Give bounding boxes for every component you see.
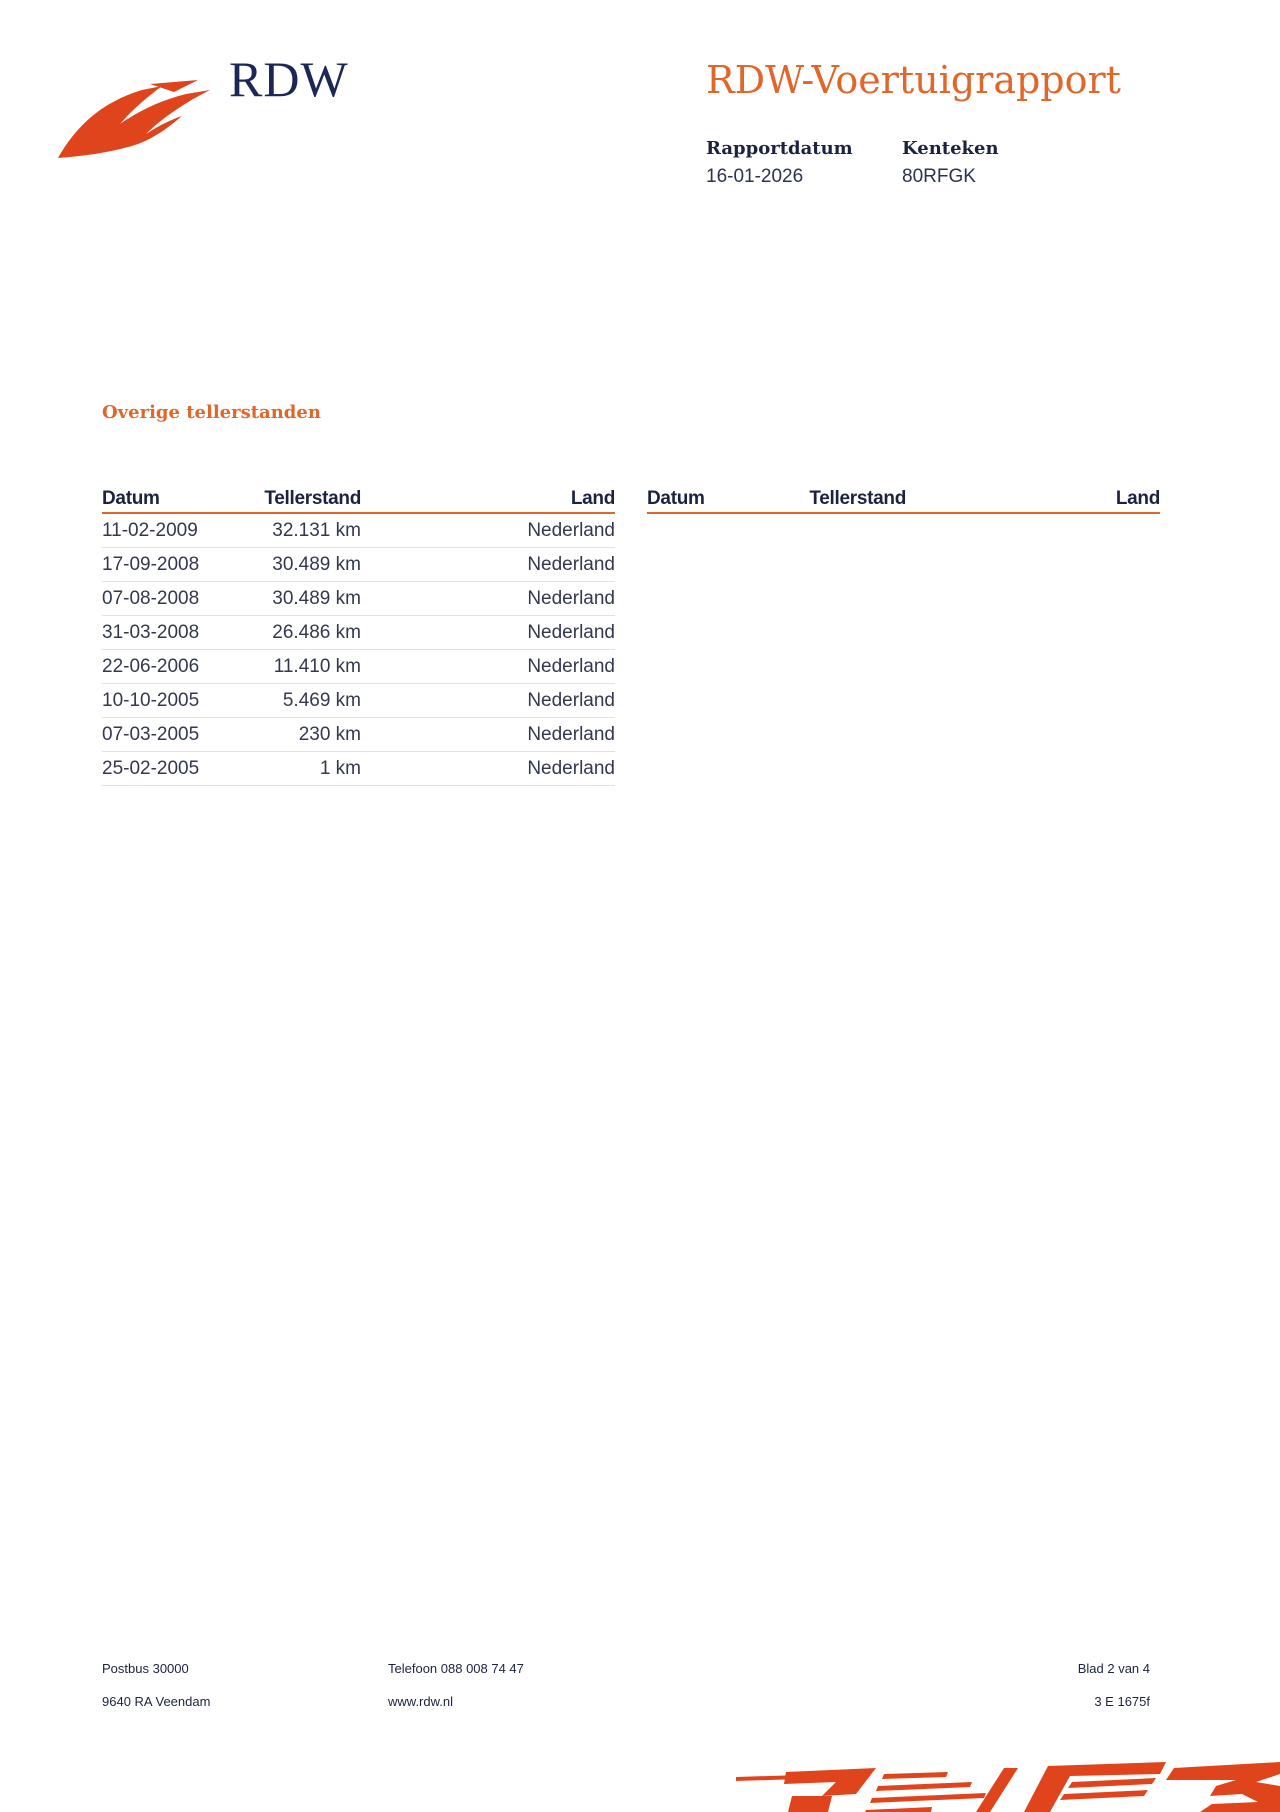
cell-land: Nederland: [361, 684, 615, 718]
cell-datum: 17-09-2008: [102, 548, 237, 582]
table-header-row: [647, 488, 1160, 513]
footer-address: 9640 RA Veendam: [102, 1694, 211, 1709]
cell-datum: 11-02-2009: [102, 513, 237, 548]
cell-tellerstand: 26.486 km: [237, 616, 361, 650]
tellerstanden-table-right: [647, 488, 1160, 514]
kenteken-block: [902, 138, 999, 188]
table-row: [102, 548, 615, 582]
report-title: RDW-Voertuigrapport: [706, 58, 1121, 102]
kenteken-label: Kenteken: [902, 138, 999, 159]
cell-land: Nederland: [361, 616, 615, 650]
rapportdatum-block: [706, 138, 853, 188]
rapportdatum-value: 16-01-2026: [706, 166, 804, 187]
cell-datum: 25-02-2005: [102, 752, 237, 786]
cell-datum: 07-08-2008: [102, 582, 237, 616]
cell-tellerstand: 11.410 km: [237, 650, 361, 684]
cell-land: Nederland: [361, 752, 615, 786]
header-land: Land: [361, 488, 615, 513]
header-tellerstand: Tellerstand: [237, 488, 361, 513]
table-row: [102, 582, 615, 616]
cell-tellerstand: 30.489 km: [237, 582, 361, 616]
section-title: Overige tellerstanden: [102, 402, 321, 423]
footer-page-number: Blad 2 van 4: [1077, 1661, 1150, 1676]
table-row: [102, 650, 615, 684]
cell-tellerstand: 32.131 km: [237, 513, 361, 548]
header-land: Land: [906, 488, 1160, 513]
kenteken-value: 80RFGK: [902, 166, 976, 187]
cell-datum: 10-10-2005: [102, 684, 237, 718]
cell-tellerstand: 1 km: [237, 752, 361, 786]
cell-land: Nederland: [361, 718, 615, 752]
cell-datum: 31-03-2008: [102, 616, 237, 650]
header-tellerstand: Tellerstand: [782, 488, 906, 513]
cell-tellerstand: 230 km: [237, 718, 361, 752]
table-row: [102, 513, 615, 548]
cell-datum: 22-06-2006: [102, 650, 237, 684]
tellerstanden-table-left: [102, 488, 615, 786]
footer-postbus: Postbus 30000: [102, 1661, 189, 1676]
header-datum: Datum: [102, 488, 237, 513]
table-row: [102, 684, 615, 718]
rdw-wing-logo-icon: [58, 80, 210, 162]
header-datum: Datum: [647, 488, 782, 513]
footer-website[interactable]: www.rdw.nl: [388, 1694, 454, 1709]
footer-code: 3 E 1675f: [1094, 1694, 1150, 1709]
footer-telefoon: Telefoon 088 008 74 47: [388, 1661, 524, 1676]
rdw-logo-text: RDW: [229, 51, 349, 107]
cell-land: Nederland: [361, 548, 615, 582]
cell-land: Nederland: [361, 650, 615, 684]
cell-land: Nederland: [361, 582, 615, 616]
cell-tellerstand: 5.469 km: [237, 684, 361, 718]
table-header-row: [102, 488, 615, 513]
cell-datum: 07-03-2005: [102, 718, 237, 752]
table-row: [102, 616, 615, 650]
table-row: [102, 718, 615, 752]
rdw-road-lines-graphic-icon: [736, 1760, 1280, 1812]
table-row: [102, 752, 615, 786]
cell-tellerstand: 30.489 km: [237, 548, 361, 582]
rapportdatum-label: Rapportdatum: [706, 138, 853, 159]
cell-land: Nederland: [361, 513, 615, 548]
